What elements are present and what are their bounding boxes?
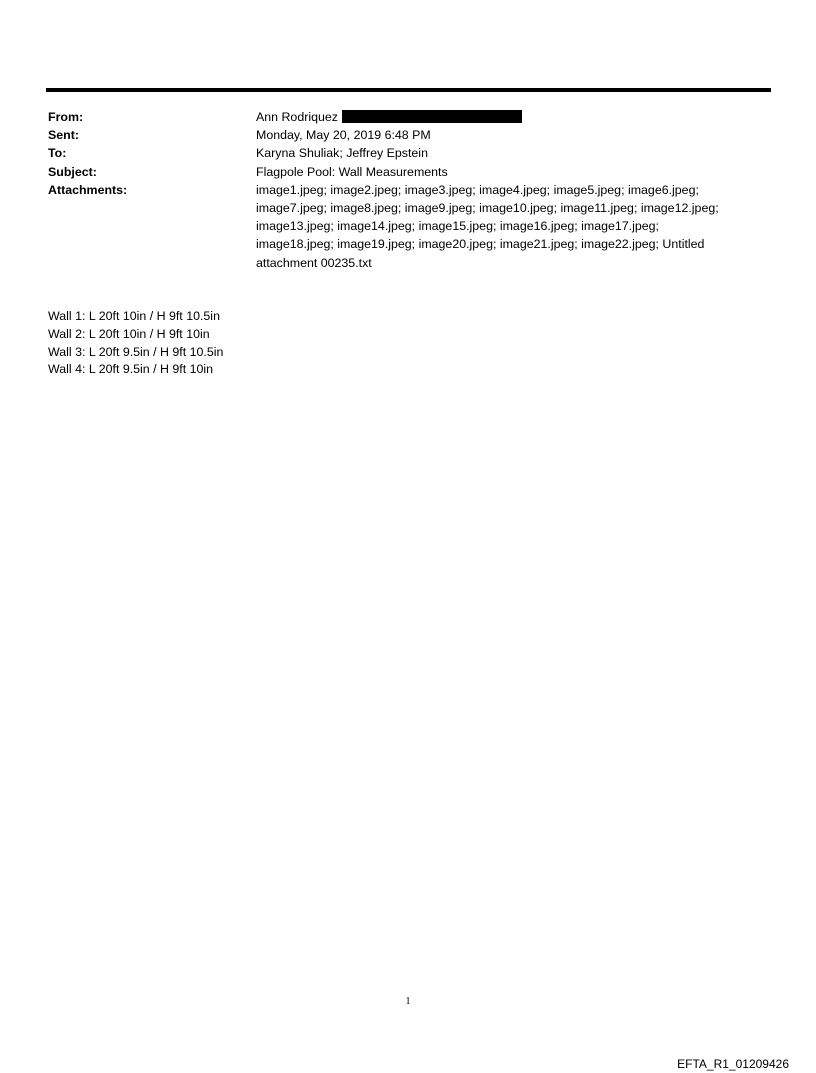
attachments-line[interactable]: image1.jpeg; image2.jpeg; image3.jpeg; image4.jpeg; image5.jpeg; image6.jpeg;	[256, 182, 699, 197]
attachments-row	[48, 181, 768, 272]
body-line: Wall 4: L 20ft 9.5in / H 9ft 10in	[48, 362, 214, 377]
to-value: Karyna Shuliak; Jeffrey Epstein	[256, 146, 428, 161]
body-line: Wall 1: L 20ft 10in / H 9ft 10.5in	[48, 309, 220, 323]
from-row	[48, 108, 768, 126]
sent-label: Sent:	[48, 128, 79, 143]
attachments-line[interactable]: image13.jpeg; image14.jpeg; image15.jpeg; image16.jpeg; image17.jpeg;	[256, 219, 659, 234]
subject-value: Flagpole Pool: Wall Measurements	[256, 164, 448, 179]
email-header	[48, 108, 768, 272]
attachments-label: Attachments:	[48, 182, 128, 197]
sent-value: Monday, May 20, 2019 6:48 PM	[256, 128, 431, 143]
attachments-value	[256, 181, 768, 272]
attachments-line[interactable]: image7.jpeg; image8.jpeg; image9.jpeg; image10.jpeg; image11.jpeg; image12.jpeg;	[256, 201, 719, 216]
header-rule	[46, 88, 771, 92]
attachments-line[interactable]: image18.jpeg; image19.jpeg; image20.jpeg; image21.jpeg; image22.jpeg; Untitled	[256, 237, 705, 252]
subject-label: Subject:	[48, 164, 97, 179]
from-label: From:	[48, 110, 84, 124]
to-row	[48, 144, 768, 162]
to-label: To:	[48, 146, 67, 161]
subject-row	[48, 163, 768, 181]
page-number: 1	[405, 996, 411, 1007]
sent-row	[48, 126, 768, 144]
redaction-box	[342, 110, 522, 123]
from-value: Ann Rodriquez	[256, 110, 338, 124]
body-line: Wall 2: L 20ft 10in / H 9ft 10in	[48, 326, 210, 341]
attachments-line[interactable]: attachment 00235.txt	[256, 255, 372, 270]
body-line: Wall 3: L 20ft 9.5in / H 9ft 10.5in	[48, 344, 224, 359]
document-id: EFTA_R1_01209426	[677, 1057, 789, 1071]
email-body	[48, 308, 223, 379]
